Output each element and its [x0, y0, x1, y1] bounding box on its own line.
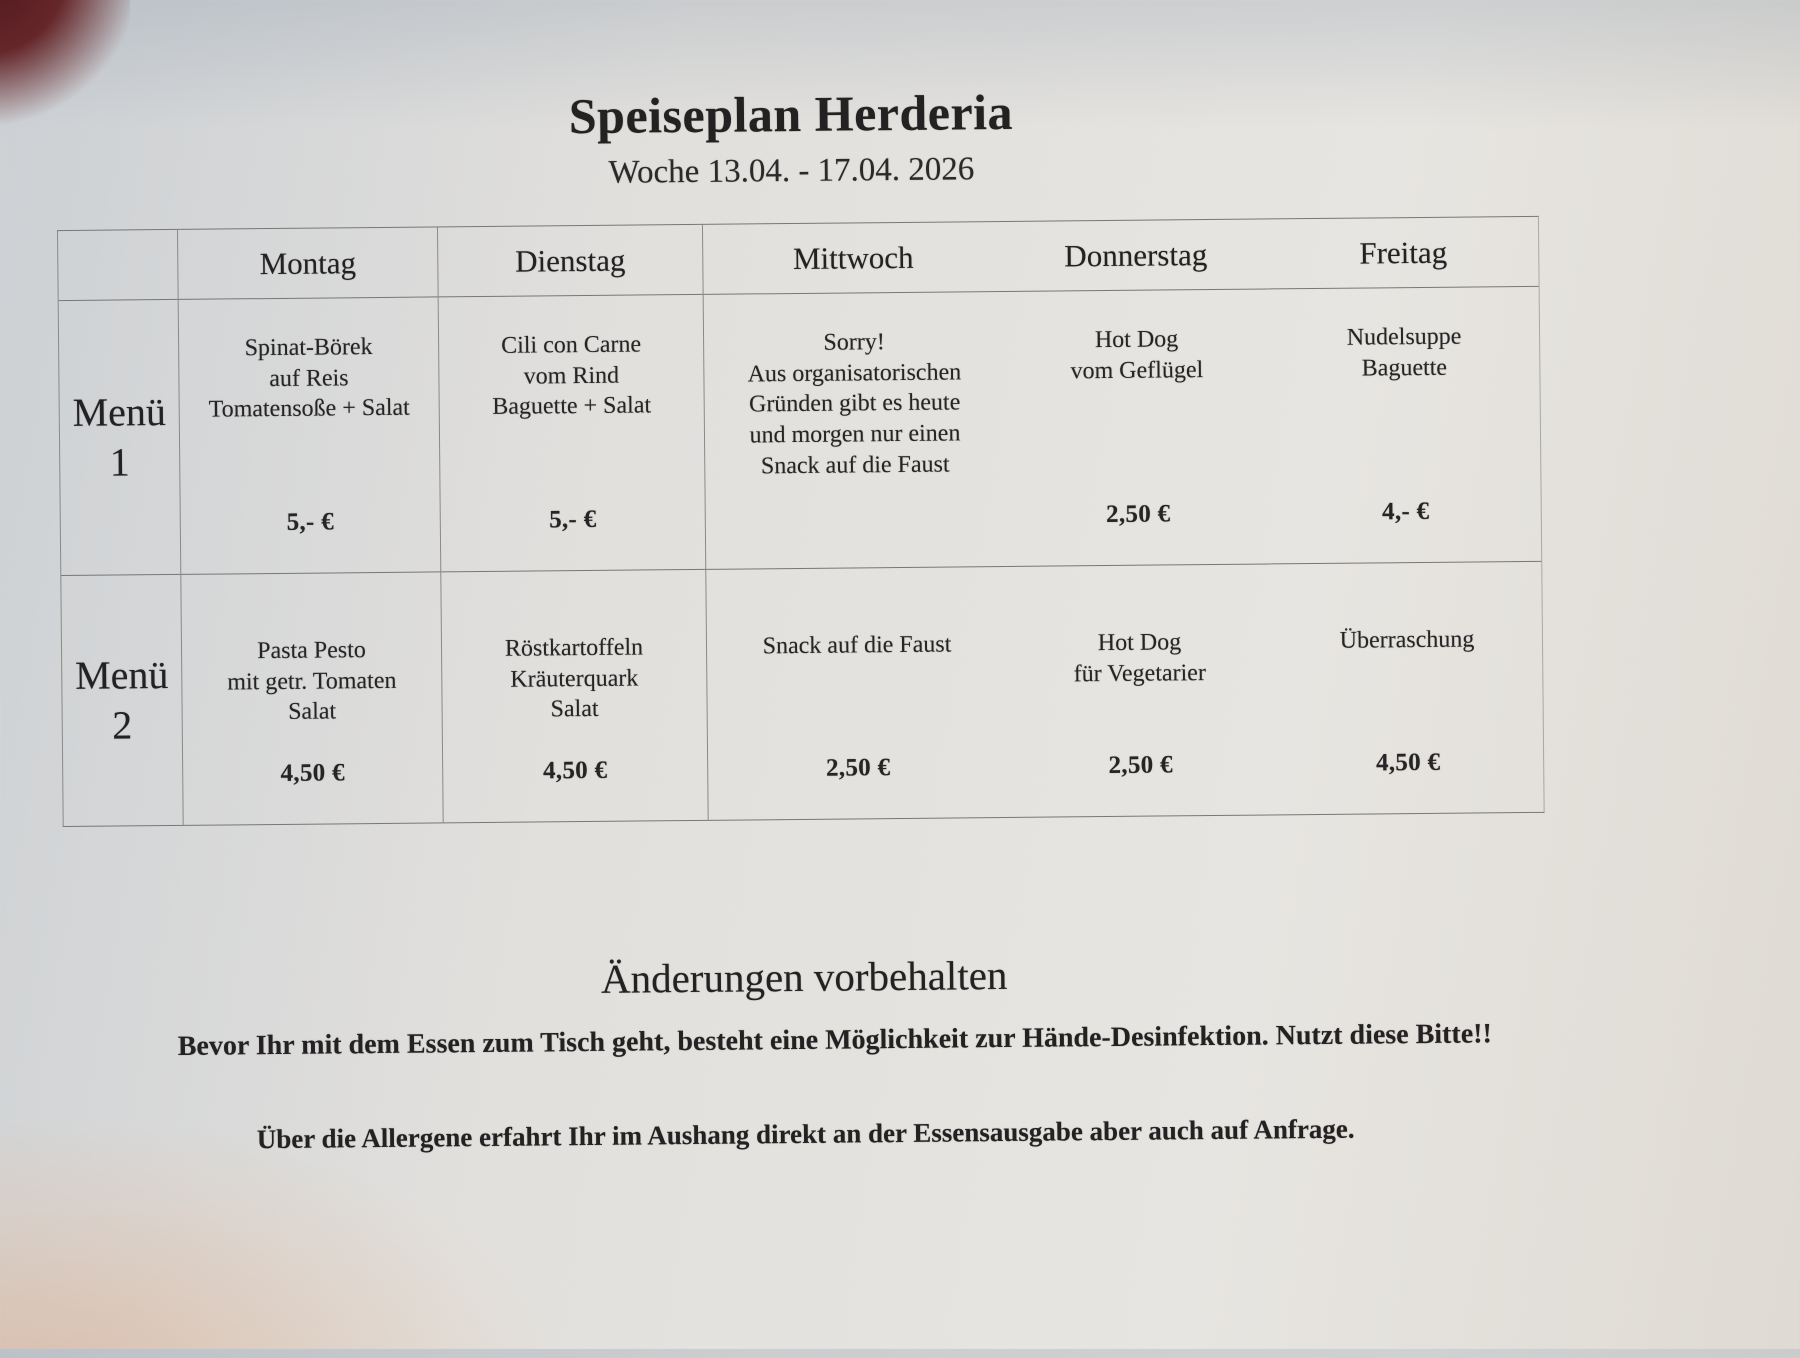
menu1-freitag-dish: Nudelsuppe Baguette — [1346, 323, 1462, 382]
menu2-label-text: Menü 2 — [74, 652, 169, 748]
menu1-mittwoch-cell — [704, 292, 1007, 570]
menu2-freitag-dish: Überraschung — [1339, 626, 1475, 654]
day-header-mittwoch: Mittwoch — [703, 222, 1004, 295]
menu1-freitag-cell — [1269, 287, 1542, 565]
page-title: Speiseplan Herderia — [568, 83, 1014, 145]
menu1-dienstag-dish: Cili con Carne vom Rind Baguette + Salat — [492, 331, 652, 421]
menu1-freitag-price: 4,- € — [1381, 497, 1430, 526]
day-header-montag: Montag — [178, 227, 439, 299]
hygiene-notice: Bevor Ihr mit dem Essen zum Tisch geht, besteht eine Möglichkeit zur Hände-Desinfektion. Nutzt diese Bitte!! — [177, 1018, 1492, 1062]
menu2-mittwoch-cell — [706, 567, 1008, 820]
menu2-donnerstag-dish: Hot Dog für Vegetarier — [1073, 629, 1206, 688]
day-header-dienstag: Dienstag — [438, 225, 704, 298]
menu2-montag-dish: Pasta Pesto mit getr. Tomaten Salat — [227, 637, 397, 726]
day-header-donnerstag: Donnerstag — [1003, 219, 1269, 292]
menu2-montag-cell — [181, 572, 443, 824]
menu1-montag-cell — [179, 297, 442, 574]
menu1-donnerstag-dish: Hot Dog vom Geflügel — [1070, 326, 1204, 385]
menu1-dienstag-price: 5,- € — [548, 505, 597, 534]
changes-notice: Änderungen vorbehalten — [600, 951, 1008, 1002]
menu2-freitag-cell — [1271, 562, 1543, 815]
menu1-mittwoch-note: Sorry! Aus organisatorischen Gründen gibt es heute und morgen nur einen Snack auf die Faust — [747, 329, 962, 480]
menu2-mittwoch-price: 2,50 € — [825, 754, 891, 782]
menu1-donnerstag-price: 2,50 € — [1105, 500, 1171, 529]
menu2-donnerstag-cell — [1006, 564, 1273, 817]
menu1-label-text: Menü 1 — [72, 389, 167, 485]
menu2-row-label — [61, 575, 183, 826]
menu1-montag-dish: Spinat-Börek auf Reis Tomatensoße + Salat — [208, 334, 410, 424]
menu1-row-label — [59, 300, 182, 576]
week-range-subtitle: Woche 13.04. - 17.04. 2026 — [608, 151, 975, 191]
table-corner-cell — [58, 230, 179, 301]
menu2-donnerstag-price: 2,50 € — [1108, 751, 1173, 780]
menu2-dienstag-dish: Röstkartoffeln Kräuterquark Salat — [504, 634, 644, 723]
weekly-menu-table — [57, 216, 1545, 827]
menu2-dienstag-price: 4,50 € — [542, 756, 608, 785]
menu2-dienstag-cell — [441, 570, 708, 823]
day-header-freitag: Freitag — [1268, 217, 1539, 290]
menu1-donnerstag-cell — [1004, 289, 1272, 567]
menu1-montag-price: 5,- € — [286, 508, 335, 536]
menu2-mittwoch-dish: Snack auf die Faust — [762, 631, 952, 660]
menu1-dienstag-cell — [439, 295, 707, 573]
menu2-freitag-price: 4,50 € — [1375, 748, 1441, 777]
menu2-montag-price: 4,50 € — [280, 759, 345, 787]
allergen-notice: Über die Allergene erfahrt Ihr im Aushang direkt an der Essensausgabe aber auch auf Anfrage. — [256, 1113, 1355, 1155]
